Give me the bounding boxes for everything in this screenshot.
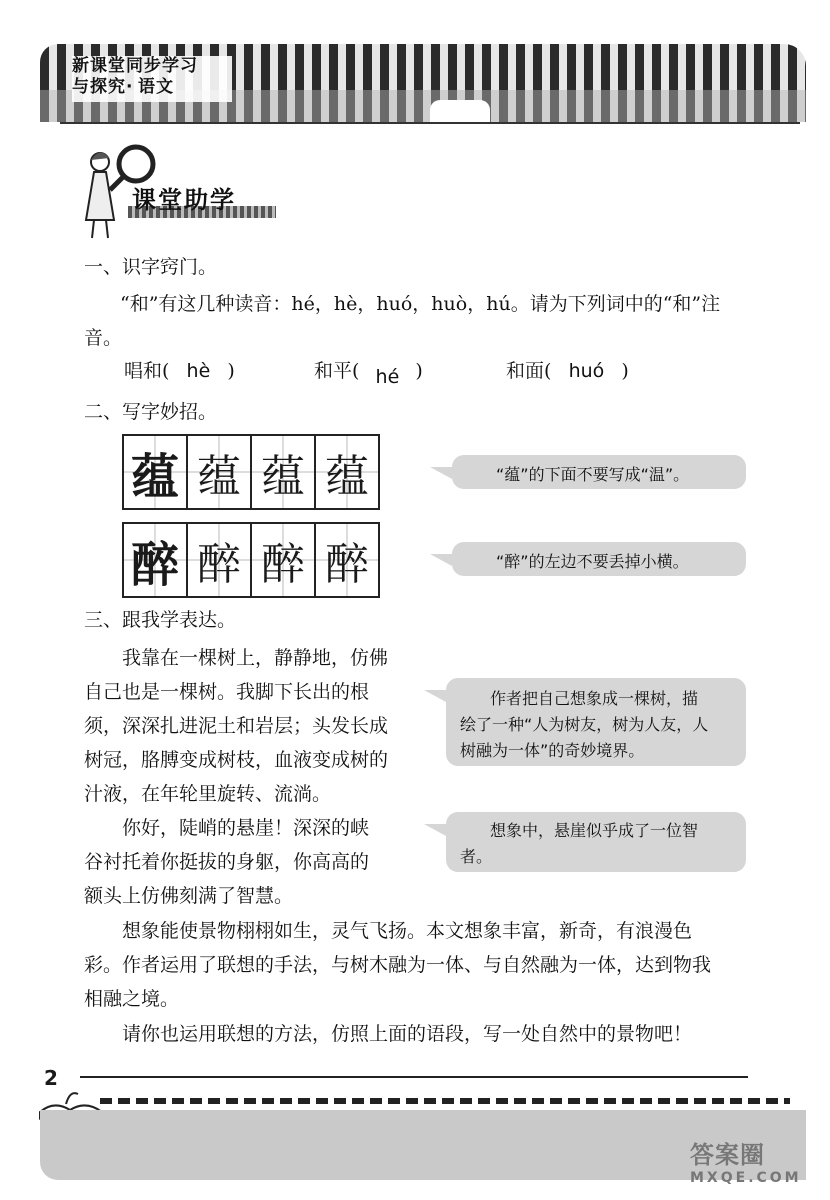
tip-bubble-2: “醉”的左边不要丢掉小横。	[452, 542, 746, 576]
grid-cell: 蕴	[252, 436, 316, 508]
page-number: 2	[44, 1066, 58, 1090]
pinyin-item-3: 和面( huó )	[506, 354, 629, 388]
pinyin-answer-2: hé	[375, 366, 400, 388]
note-bubble-1: 作者把自己想象成一棵树，描 绘了一种“人为树友，树为人友，人 树融为一体”的奇妙境界。	[446, 678, 746, 766]
pinyin-answer-1: hè	[186, 360, 211, 382]
grid-cell: 蕴	[124, 436, 188, 508]
writing-grid-row-1	[122, 434, 380, 510]
part1-intro-line1: “和”有这几种读音：hé，hè，huó，huò，hú。请为下列词中的“和”注	[120, 293, 721, 315]
writing-line	[80, 1076, 748, 1078]
section-title: 课堂助学	[132, 180, 282, 220]
writing-grid-row-2	[122, 522, 380, 598]
grid-cell: 醉	[188, 524, 252, 596]
watermark: 答案圈 MXQE.COM	[690, 1141, 802, 1186]
grid-cell: 蕴	[316, 436, 378, 508]
part1-heading: 一、识字窍门。	[84, 256, 218, 278]
book-title-line1: 新课堂同步学习	[72, 56, 198, 76]
grid-cell: 醉	[252, 524, 316, 596]
part3-heading: 三、跟我学表达。	[84, 609, 237, 631]
pinyin-answer-3: huó	[568, 360, 605, 382]
summary-paragraph: 想象能使景物栩栩如生，灵气飞扬。本文想象丰富，新奇，有浪漫色 彩。作者运用了联想的手法，与树木融为一体、与自然融为一体，达到物我 相融之境。	[84, 920, 712, 1010]
pinyin-item-1: 唱和( hè )	[124, 354, 235, 388]
grid-cell: 蕴	[188, 436, 252, 508]
part2-heading: 二、写字妙招。	[84, 401, 218, 423]
tip-bubble-1: “蕴”的下面不要写成“温”。	[452, 455, 746, 489]
grid-cell: 醉	[316, 524, 378, 596]
part1-intro-line2: 音。	[84, 327, 123, 349]
book-title-line2: 与探究· 语文	[72, 77, 174, 97]
footer-dashed-border	[100, 1098, 790, 1104]
passage-2: 你好，陡峭的悬崖！深深的峡 谷衬托着你挺拔的身躯，你高高的 额头上仿佛刻满了智慧。	[84, 817, 370, 907]
pinyin-item-2: 和平( hé )	[314, 354, 423, 388]
book-title	[72, 56, 232, 102]
header-rule	[60, 122, 800, 124]
passage-1: 我靠在一棵树上，静静地，仿佛 自己也是一棵树。我脚下长出的根 须，深深扎进泥土和岩层；头发长成 树冠，胳膊变成树枝，血液变成树的 汁液，在年轮里旋转、流淌。	[84, 647, 389, 805]
note-bubble-2: 想象中，悬崖似乎成了一位智 者。	[446, 812, 746, 872]
task-instruction: 请你也运用联想的方法，仿照上面的语段，写一处自然中的景物吧！	[122, 1023, 693, 1045]
grid-cell: 醉	[124, 524, 188, 596]
